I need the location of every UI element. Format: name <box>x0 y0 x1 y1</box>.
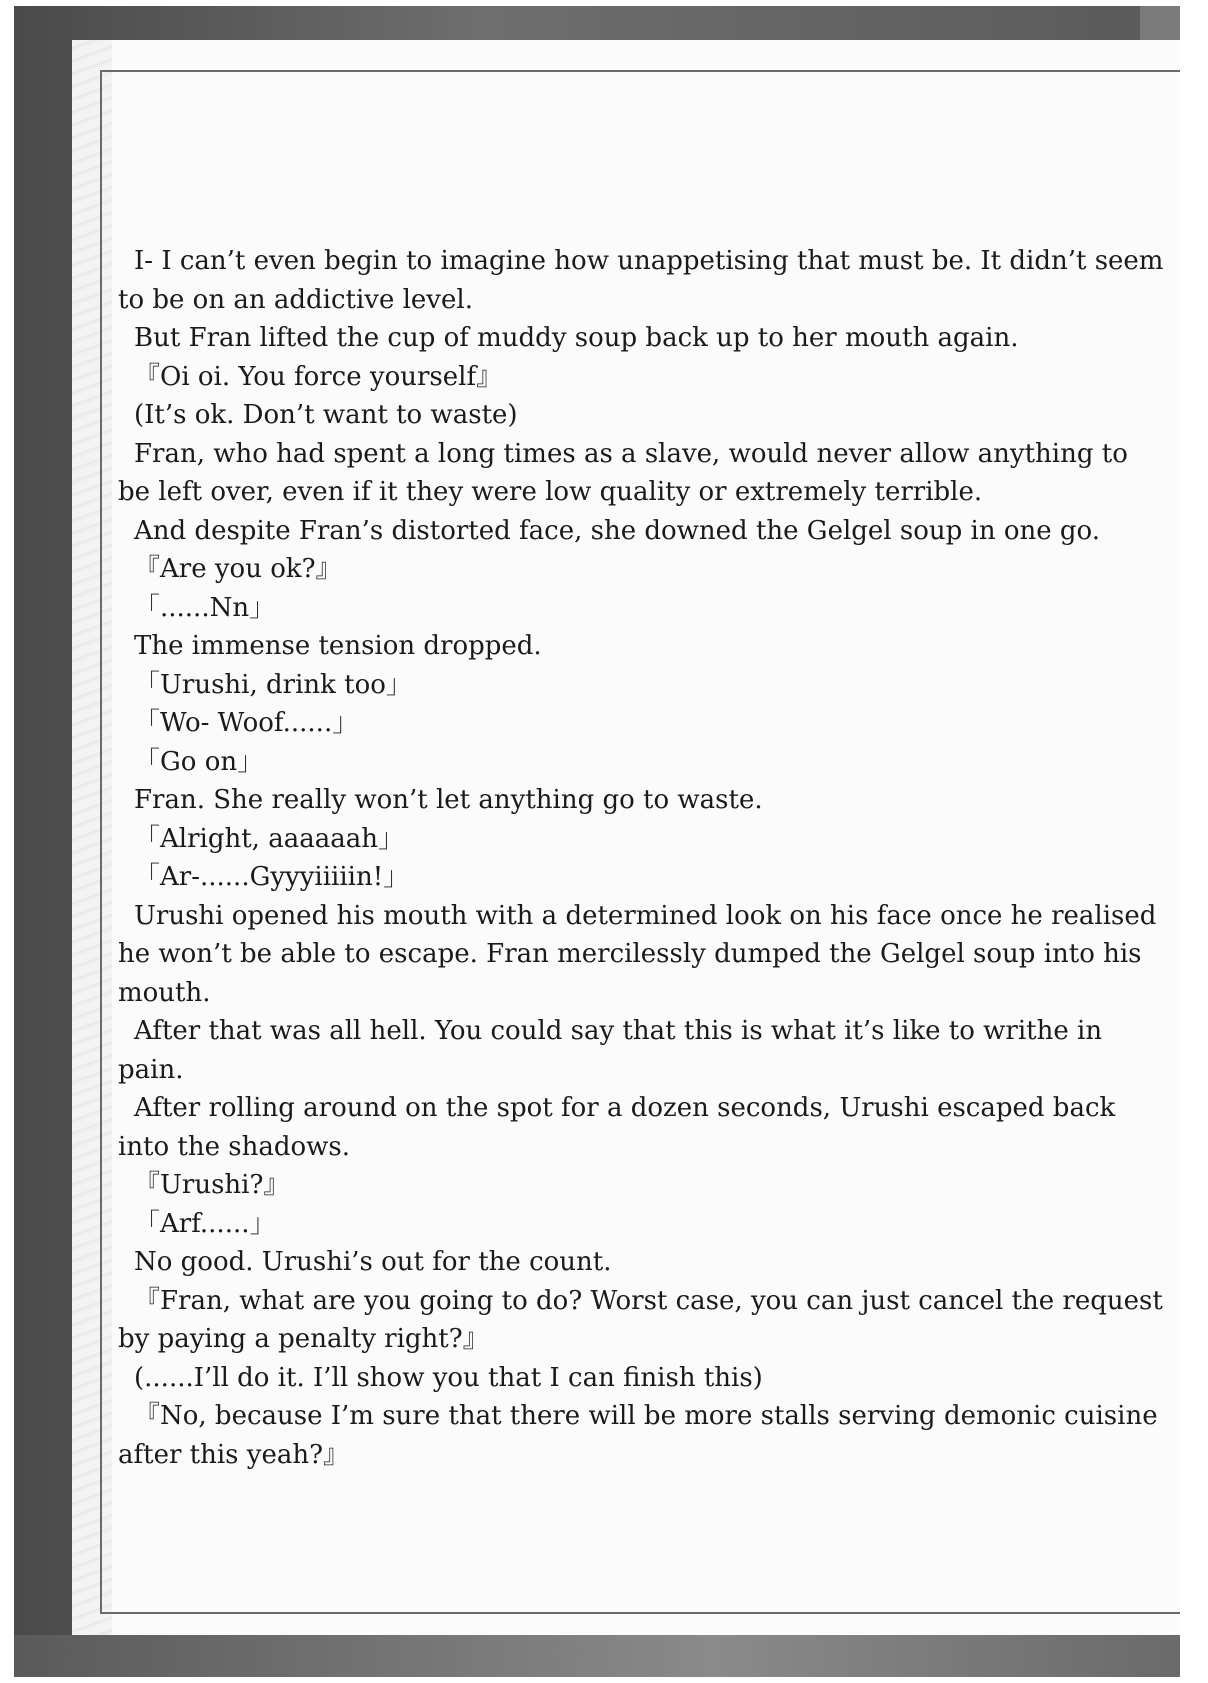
paragraph: 「Urushi, drink too」 <box>134 669 412 700</box>
paragraph: 『Are you ok?』 <box>134 554 342 584</box>
paragraph: 「Alright, aaaaaah」 <box>134 823 404 854</box>
paragraph: After that was all hell. You could say that this is what it’s like to writhe in pain. <box>118 1016 1103 1085</box>
paragraph: (......I’ll do it. I’ll show you that I can finish this) <box>134 1362 763 1393</box>
paragraph: 「Wo- Woof......」 <box>134 708 359 738</box>
paragraph: 『Fran, what are you going to do? Worst case, you can just cancel the request by paying a penalty right?』 <box>118 1285 1163 1354</box>
paragraph: No good. Urushi’s out for the count. <box>134 1247 612 1277</box>
scan-bottom-edge <box>14 1635 1180 1677</box>
paragraph: 「Go on」 <box>134 746 264 777</box>
paragraph: 「Ar-......Gyyyiiiiin!」 <box>134 862 410 892</box>
paragraph: 「......Nn」 <box>134 592 276 623</box>
paragraph: Fran. She really won’t let anything go to waste. <box>134 785 763 815</box>
paragraph: The immense tension dropped. <box>134 631 542 661</box>
paragraph: I- I can’t even begin to imagine how unappetising that must be. It didn’t seem to be on an addictive level. <box>118 246 1164 315</box>
paragraph: And despite Fran’s distorted face, she downed the Gelgel soup in one go. <box>134 515 1101 546</box>
paragraph: After rolling around on the spot for a dozen seconds, Urushi escaped back into the shadows. <box>118 1093 1116 1162</box>
paragraph: (It’s ok. Don’t want to waste) <box>134 400 518 430</box>
paragraph: 「Arf......」 <box>134 1208 276 1239</box>
paragraph: 『Oi oi. You force yourself』 <box>134 361 503 392</box>
body-text <box>118 242 1166 1474</box>
paragraph: 『No, because I’m sure that there will be more stalls serving demonic cuisine after this yeah?』 <box>118 1401 1158 1470</box>
paragraph: Fran, who had spent a long times as a slave, would never allow anything to be left over, even if it they were low quality or extremely terrible. <box>118 438 1128 507</box>
paragraph: But Fran lifted the cup of muddy soup back up to her mouth again. <box>134 323 1019 353</box>
paragraph: Urushi opened his mouth with a determined look on his face once he realised he won’t be able to escape. Fran mercilessly dumped the Gelgel soup into his mouth. <box>118 900 1157 1008</box>
paragraph: 『Urushi?』 <box>134 1170 290 1200</box>
